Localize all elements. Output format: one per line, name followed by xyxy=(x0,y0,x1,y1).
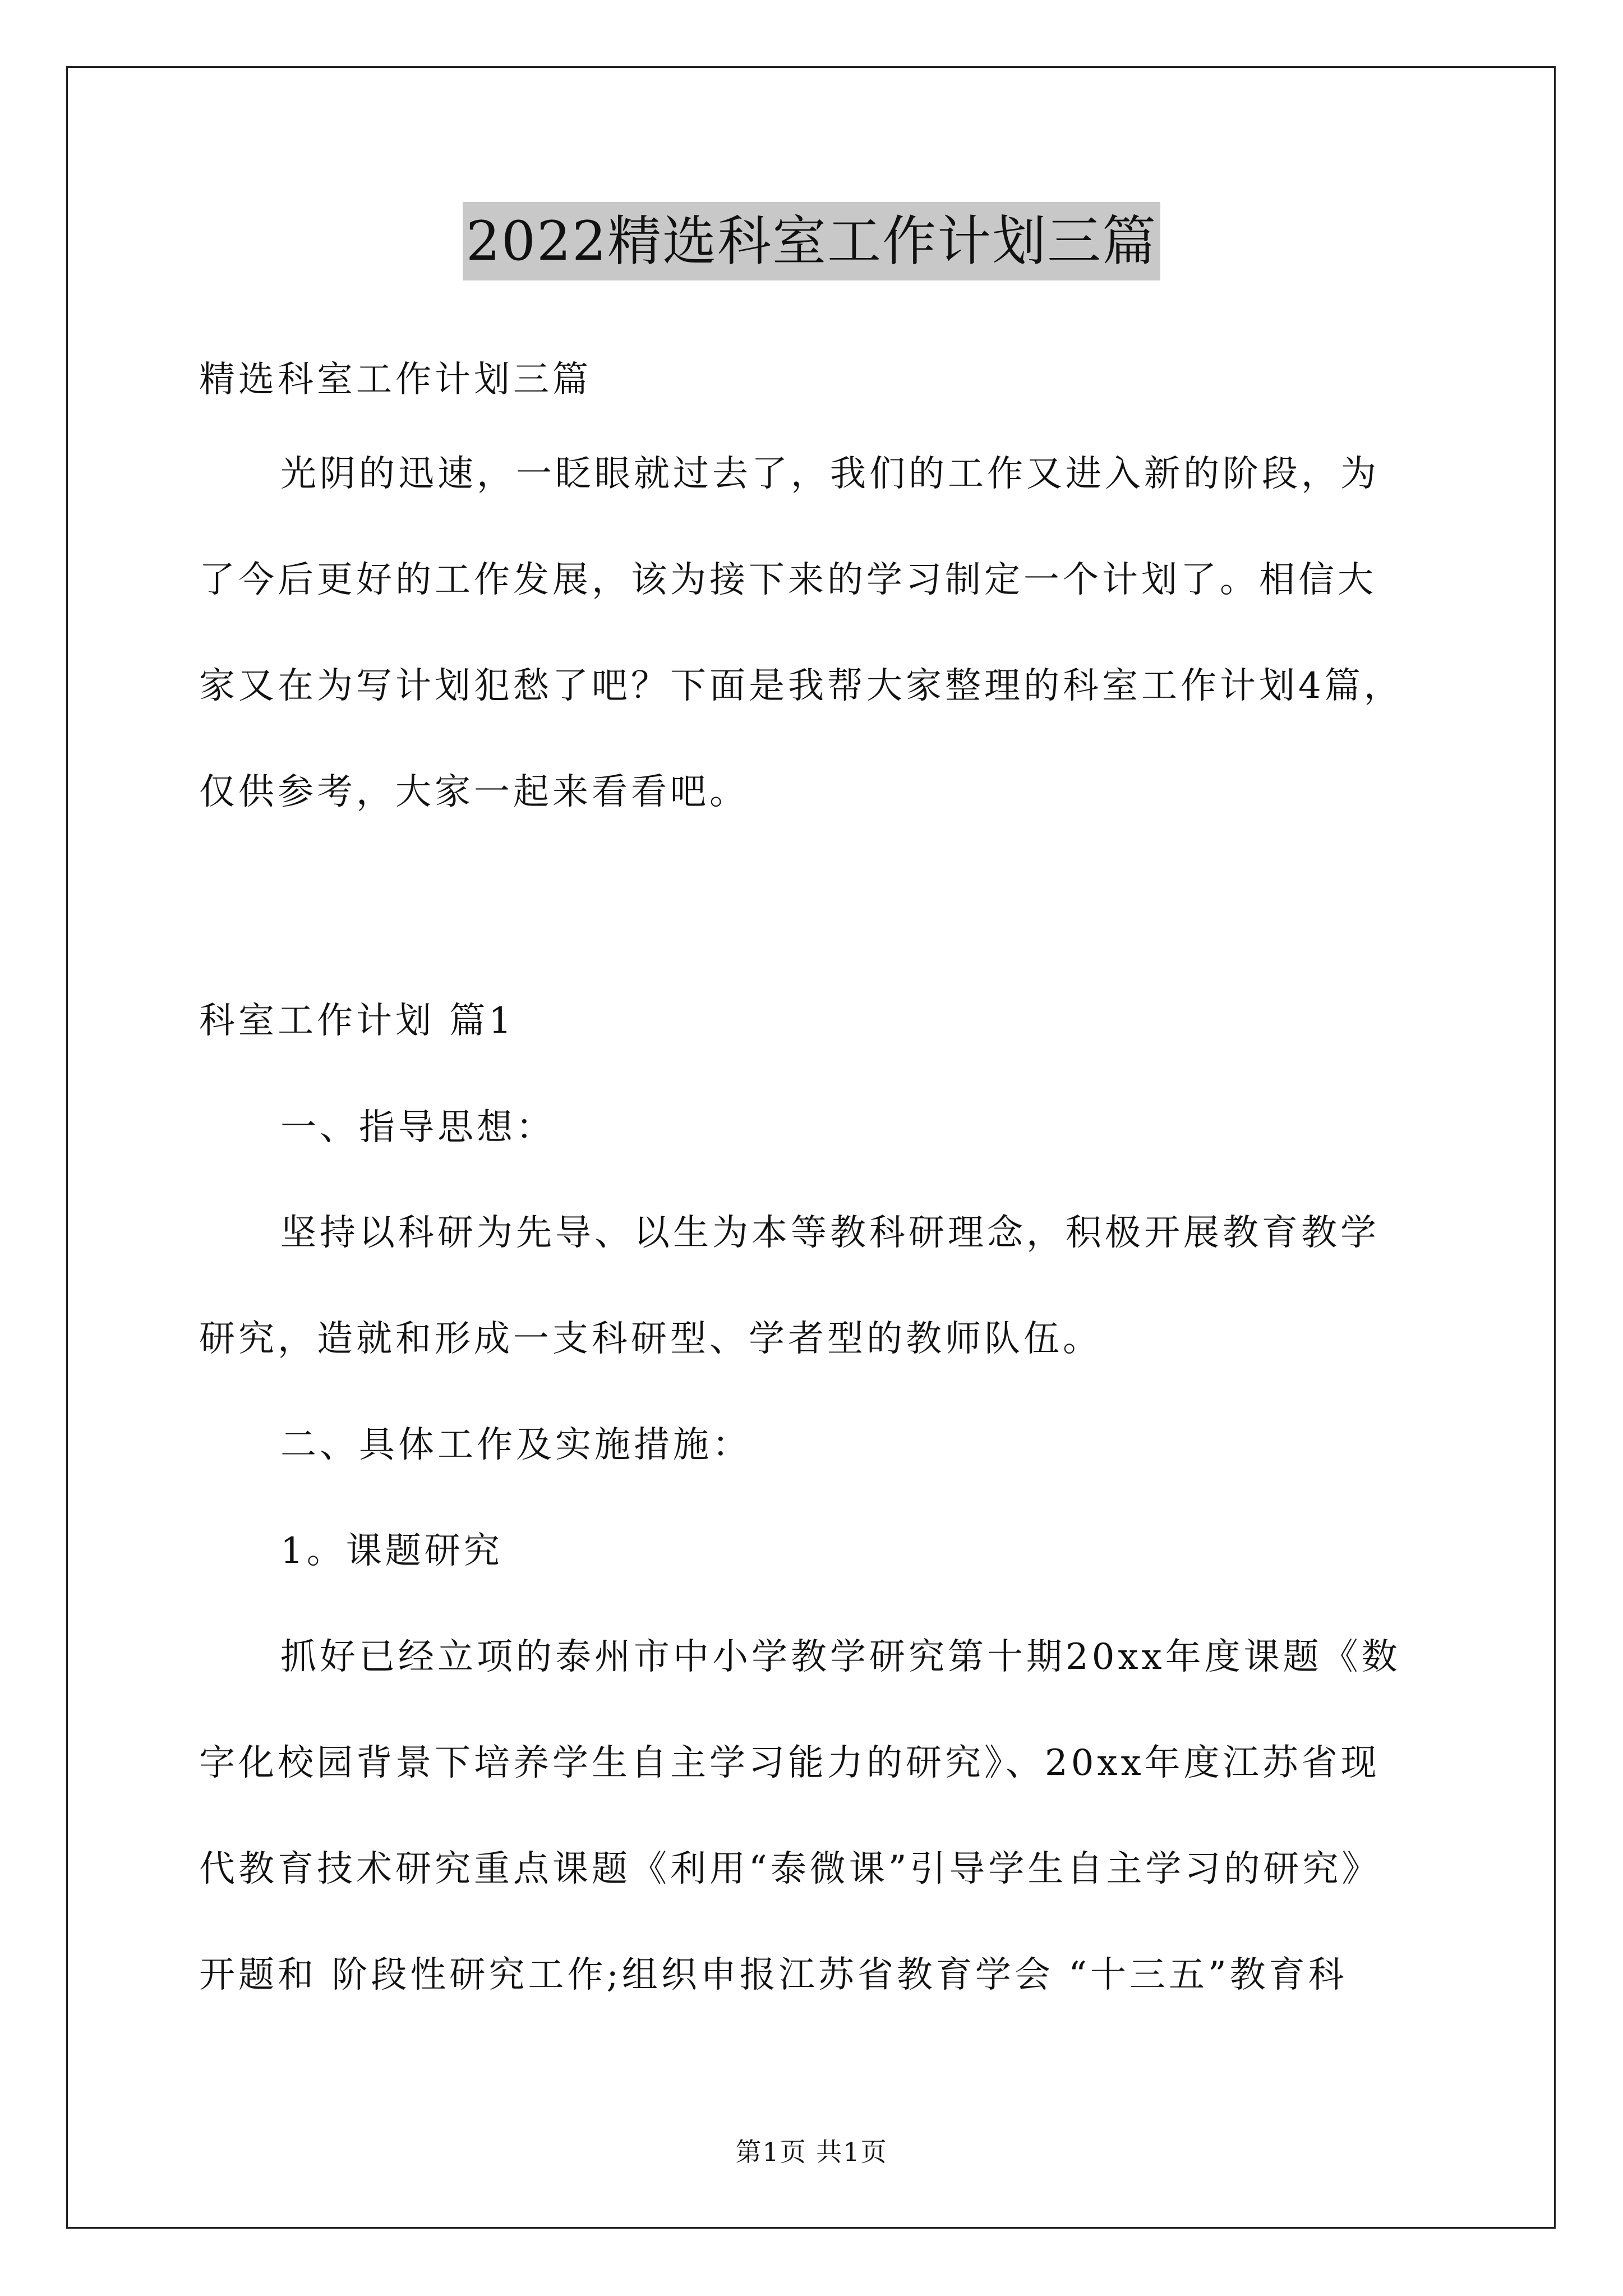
guiding-line: 坚持以科研为先导、以生为本等教科研理念，积极开展教育教学 xyxy=(280,1212,1380,1254)
research-line: 代教育技术研究重点课题《利用“泰微课”引导学生自主学习的研究》 xyxy=(199,1848,1381,1890)
research-line: 字化校园背景下培养学生自主学习能力的研究》、20xx年度江苏省现 xyxy=(199,1742,1380,1784)
subtitle: 精选科室工作计划三篇 xyxy=(199,359,592,401)
intro-line: 家又在为写计划犯愁了吧？下面是我帮大家整理的科室工作计划4篇， xyxy=(199,665,1403,707)
item-research: 1。课题研究 xyxy=(280,1530,503,1572)
document-title: 2022精选科室工作计划三篇 xyxy=(463,202,1160,280)
heading-measures: 二、具体工作及实施措施： xyxy=(280,1424,751,1466)
heading-guiding-ideology: 一、指导思想： xyxy=(280,1107,555,1148)
intro-paragraph xyxy=(199,446,1433,870)
intro-line: 光阴的迅速，一眨眼就过去了，我们的工作又进入新的阶段，为 xyxy=(280,453,1380,495)
title-container xyxy=(0,202,1623,280)
intro-line: 了今后更好的工作发展，该为接下来的学习制定一个计划了。相信大 xyxy=(199,559,1377,601)
guiding-line: 研究，造就和形成一支科研型、学者型的教师队伍。 xyxy=(199,1318,1102,1360)
research-line: 开题和 阶段性研究工作;组织申报江苏省教育学会 “十三五”教育科 xyxy=(199,1954,1348,1996)
intro-line: 仅供参考，大家一起来看看吧。 xyxy=(199,771,749,813)
research-line: 抓好已经立项的泰州市中小学教学研究第十期20xx年度课题《数 xyxy=(280,1636,1401,1678)
research-paragraph xyxy=(199,1629,1433,2053)
page-number-footer: 第1页 共1页 xyxy=(735,2137,888,2167)
guiding-paragraph xyxy=(199,1205,1433,1417)
section-heading: 科室工作计划 篇1 xyxy=(199,1000,515,1042)
